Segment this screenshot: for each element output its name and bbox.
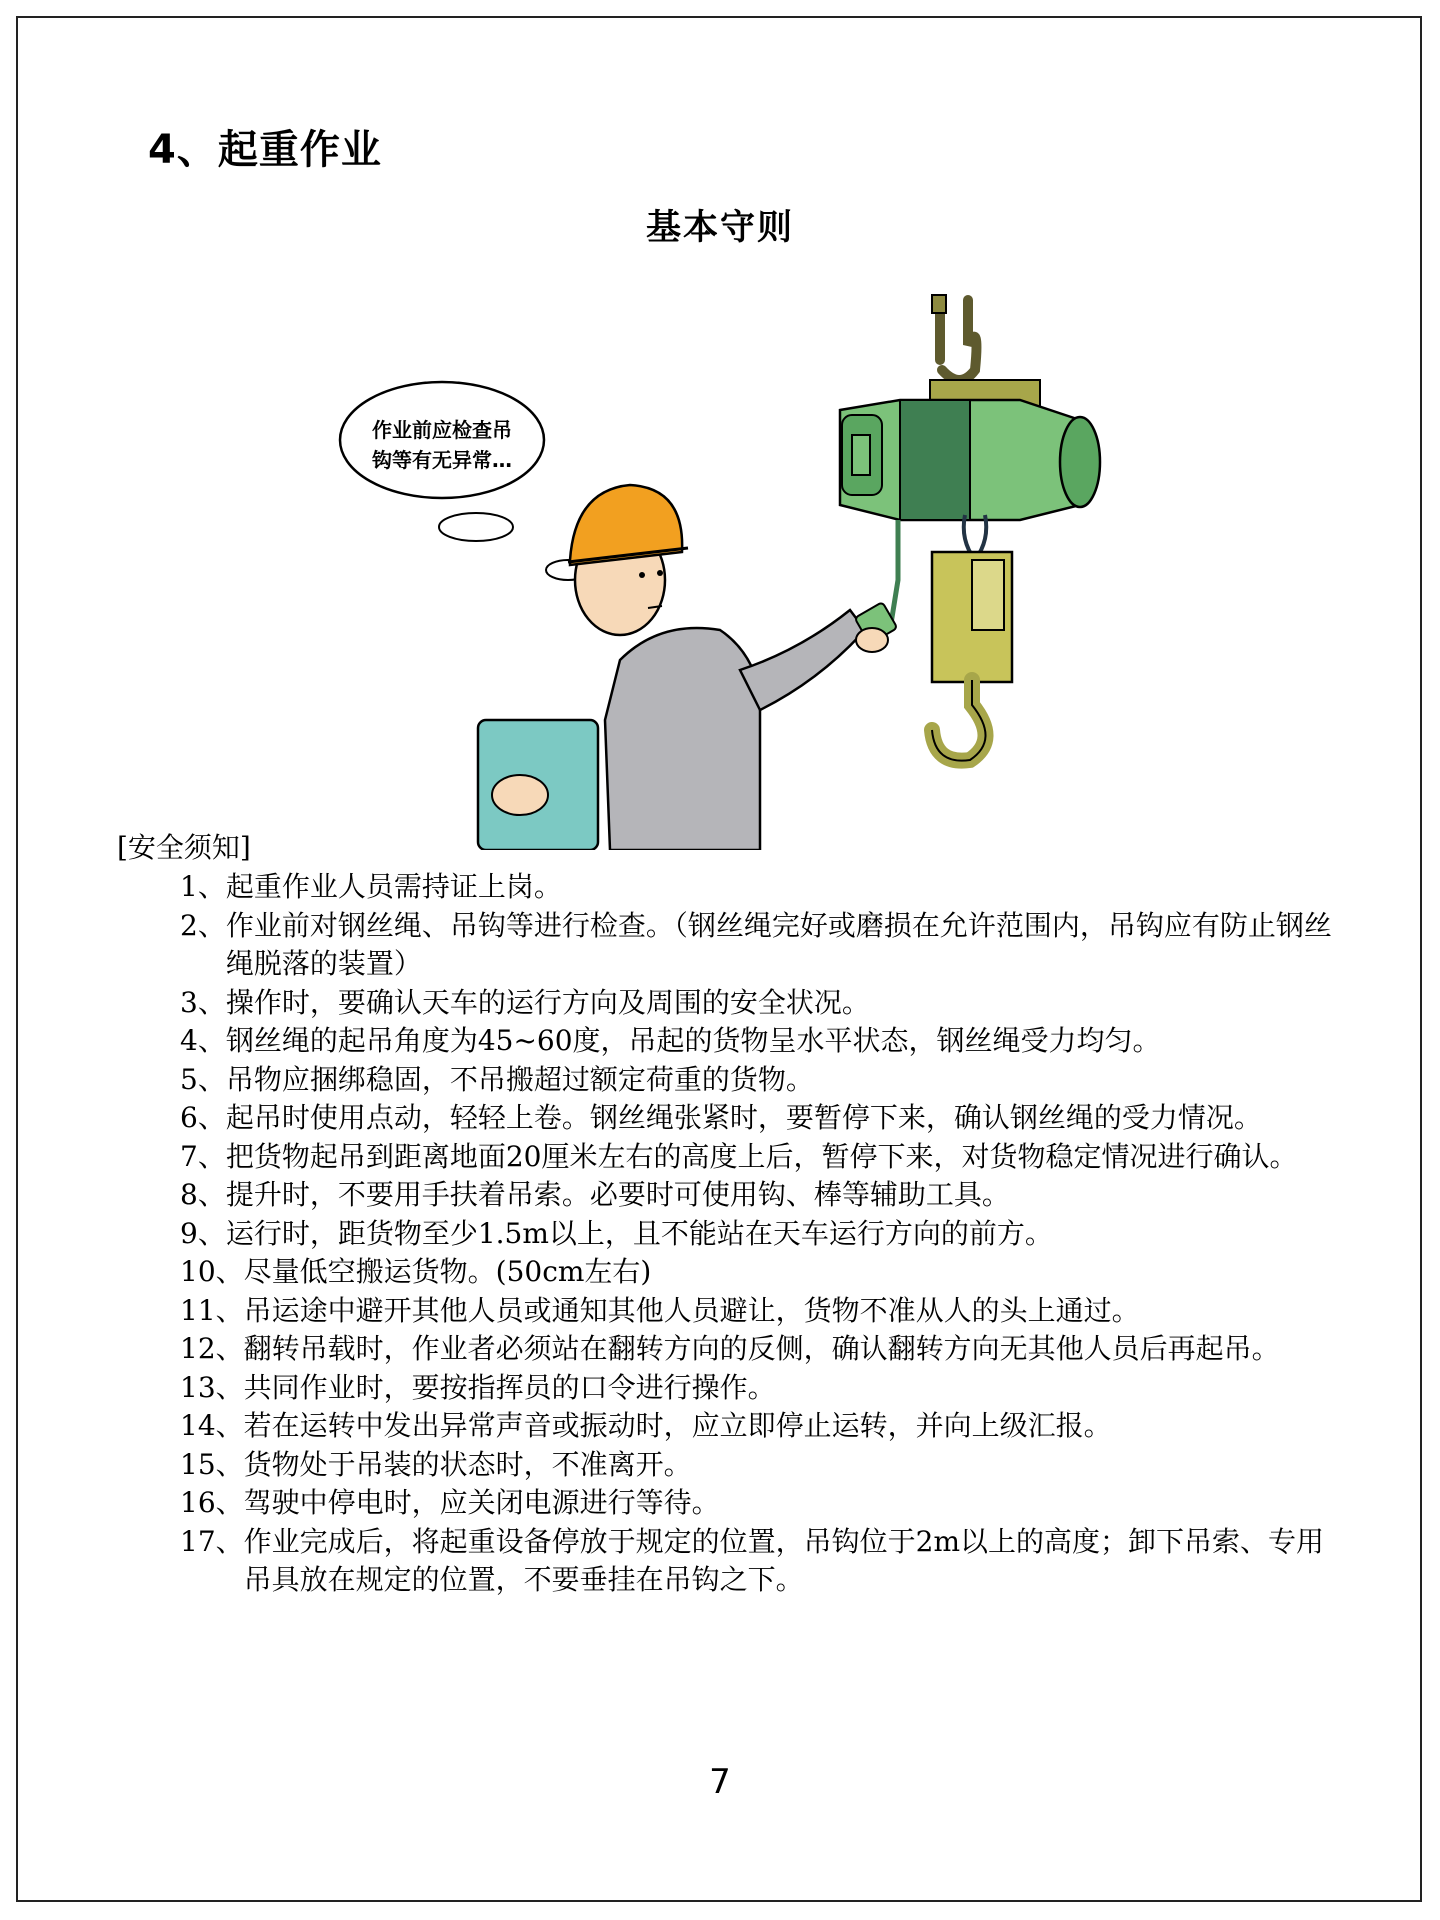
rule-text: 起重作业人员需持证上岗。	[225, 870, 562, 903]
safety-rule-item	[180, 1369, 1350, 1408]
safety-rule-item	[180, 868, 1350, 907]
rule-number: 12、	[180, 1332, 244, 1365]
speech-bubble-line-2: 钩等有无异常…	[372, 448, 512, 472]
safety-rule-item	[180, 1022, 1350, 1061]
rule-number: 17、	[180, 1524, 244, 1558]
page-number: 7	[709, 1762, 731, 1802]
safety-rule-item	[180, 1523, 1350, 1600]
rule-number: 4、	[180, 1024, 226, 1057]
rule-number: 15、	[180, 1447, 244, 1481]
rule-text: 起吊时使用点动，轻轻上卷。钢丝绳张紧时，要暂停下来，确认钢丝绳的受力情况。	[225, 1101, 1262, 1134]
safety-rule-item	[180, 907, 1350, 984]
rule-text: 吊运途中避开其他人员或通知其他人员避让，货物不准从人的头上通过。	[243, 1293, 1140, 1327]
rule-number: 1、	[180, 870, 226, 903]
speech-bubble-line-1: 作业前应检查吊	[372, 418, 512, 442]
safety-rule-item	[180, 1061, 1350, 1100]
rule-number: 6、	[180, 1101, 226, 1134]
hoist-inspection-illustration	[320, 290, 1140, 850]
safety-rule-item	[180, 1099, 1350, 1138]
rule-number: 13、	[180, 1370, 244, 1404]
rule-number: 7、	[180, 1139, 226, 1173]
electric-hoist	[840, 295, 1100, 761]
rule-text: 运行时，距货物至少1.5m以上，且不能站在天车运行方向的前方。	[225, 1216, 1053, 1250]
rule-text: 钢丝绳的起吊角度为45~60度，吊起的货物呈水平状态，钢丝绳受力均匀。	[225, 1024, 1161, 1057]
rule-number: 2、	[180, 908, 226, 942]
rule-number: 10、	[180, 1255, 244, 1288]
rule-text: 尽量低空搬运货物。(50cm左右)	[243, 1255, 652, 1288]
safety-rule-item	[180, 1292, 1350, 1331]
rule-text: 共同作业时，要按指挥员的口令进行操作。	[243, 1370, 776, 1404]
rule-number: 11、	[180, 1293, 244, 1327]
rule-text: 翻转吊载时，作业者必须站在翻转方向的反侧，确认翻转方向无其他人员后再起吊。	[243, 1332, 1280, 1365]
rule-text: 操作时，要确认天车的运行方向及周围的安全状况。	[225, 985, 870, 1019]
rule-text: 若在运转中发出异常声音或振动时，应立即停止运转，并向上级汇报。	[243, 1409, 1112, 1442]
rule-number: 16、	[180, 1486, 244, 1519]
rule-number: 9、	[180, 1216, 226, 1250]
rule-text: 货物处于吊装的状态时，不准离开。	[243, 1447, 692, 1481]
safety-rule-item	[180, 1253, 1350, 1292]
sub-title: 基本守则	[645, 207, 794, 248]
rule-text: 作业完成后，将起重设备停放于规定的位置，吊钩位于2m以上的高度；卸下吊索、专用吊具放在规定的位置，不要垂挂在吊钩之下。	[243, 1524, 1325, 1596]
safety-rules-list	[180, 868, 1350, 1600]
safety-rule-item	[180, 1176, 1350, 1215]
safety-rule-item	[180, 1407, 1350, 1446]
rule-number: 3、	[180, 985, 226, 1019]
safety-rule-item	[180, 1215, 1350, 1254]
rule-number: 5、	[180, 1062, 226, 1096]
rule-number: 14、	[180, 1409, 244, 1442]
rule-text: 驾驶中停电时，应关闭电源进行等待。	[243, 1486, 720, 1519]
safety-rule-item	[180, 1484, 1350, 1523]
rule-text: 把货物起吊到距离地面20厘米左右的高度上后，暂停下来，对货物稳定情况进行确认。	[225, 1139, 1298, 1173]
safety-rule-item	[180, 1446, 1350, 1485]
safety-rule-item	[180, 1138, 1350, 1177]
safety-notice-header: [安全须知]	[117, 831, 251, 864]
rule-text: 吊物应捆绑稳固，不吊搬超过额定荷重的货物。	[225, 1062, 814, 1096]
worker-figure	[478, 485, 897, 850]
rule-text: 提升时，不要用手扶着吊索。必要时可使用钩、棒等辅助工具。	[225, 1178, 1010, 1211]
safety-rule-item	[180, 1330, 1350, 1369]
section-title: 4、起重作业	[148, 127, 382, 173]
rule-text: 作业前对钢丝绳、吊钩等进行检查。（钢丝绳完好或磨损在允许范围内，吊钩应有防止钢丝绳脱落的装置）	[225, 908, 1332, 980]
safety-rule-item	[180, 984, 1350, 1023]
rule-number: 8、	[180, 1178, 226, 1211]
